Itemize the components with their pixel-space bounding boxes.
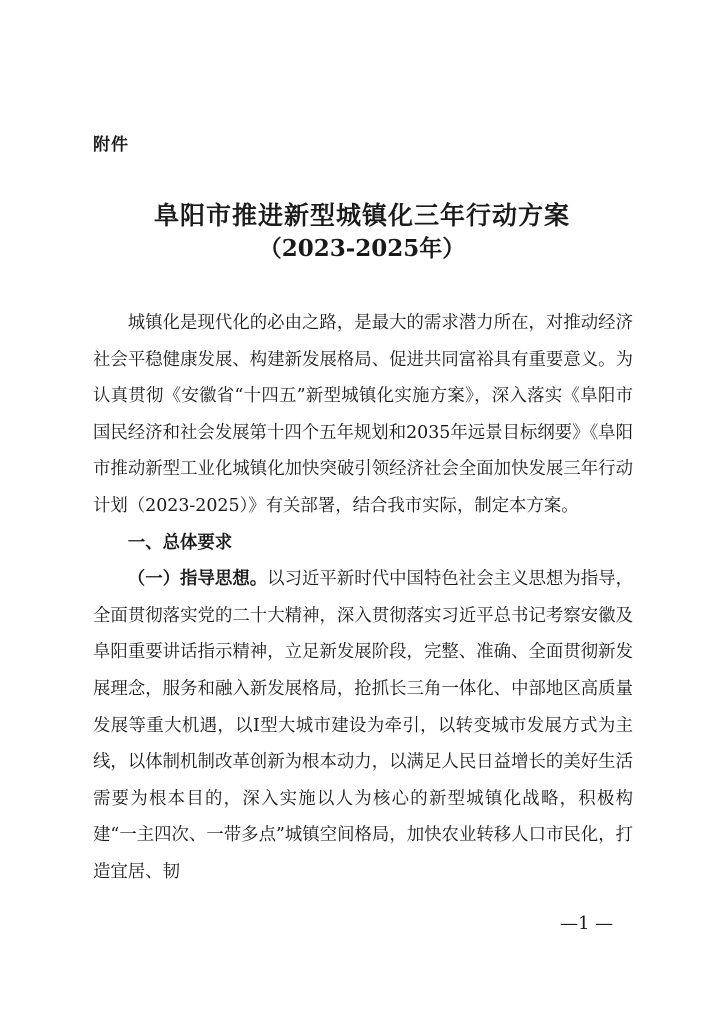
document-title: 阜阳市推进新型城镇化三年行动方案 [153,201,570,230]
page-number: —1 — [560,913,614,934]
document-subtitle: （2023-2025年） [258,235,466,262]
section-heading: 一、总体要求 [127,532,233,553]
attachment-label: 附件 [93,135,129,155]
subsection-text: 以习近平新时代中国特色社会主义思想为指导，全面贯彻落实党的二十大精神，深入贯彻落实习近平总书记考察安徽及阜阳重要讲话指示精神，立足新发展阶段，完整、准确、全面贯彻新发展理念，服务和融入新发展格局，抢抓长三角一体化、中部地区高质量发展等重大机遇，以I型大城市建设为牵引，以转变城市发展方式为主线，以体制机制改革创新为根本动力，以满足人民日益增长的美好生活需要为根本目的，深入实施以人为核心的新型城镇化战略，积极构建“一主四次、一带多点”城镇空间格局，加快农业转移人口市民化，打造宜居、韧 [93,569,633,882]
document-body [93,305,633,891]
guiding-ideology-paragraph [93,561,633,890]
subsection-label: （一）指导思想。 [127,569,268,590]
intro-paragraph: 城镇化是现代化的必由之路，是最大的需求潜力所在，对推动经济社会平稳健康发展、构建新发展格局、促进共同富裕具有重要意义。为认真贯彻《安徽省“十四五”新型城镇化实施方案》，深入落实《阜阳市国民经济和社会发展第十四个五年规划和2035年远景目标纲要》《阜阳市推动新型工业化城镇化加快突破引领经济社会全面加快发展三年行动计划（2023-2025）》有关部署，结合我市实际，制定本方案。 [93,313,633,516]
